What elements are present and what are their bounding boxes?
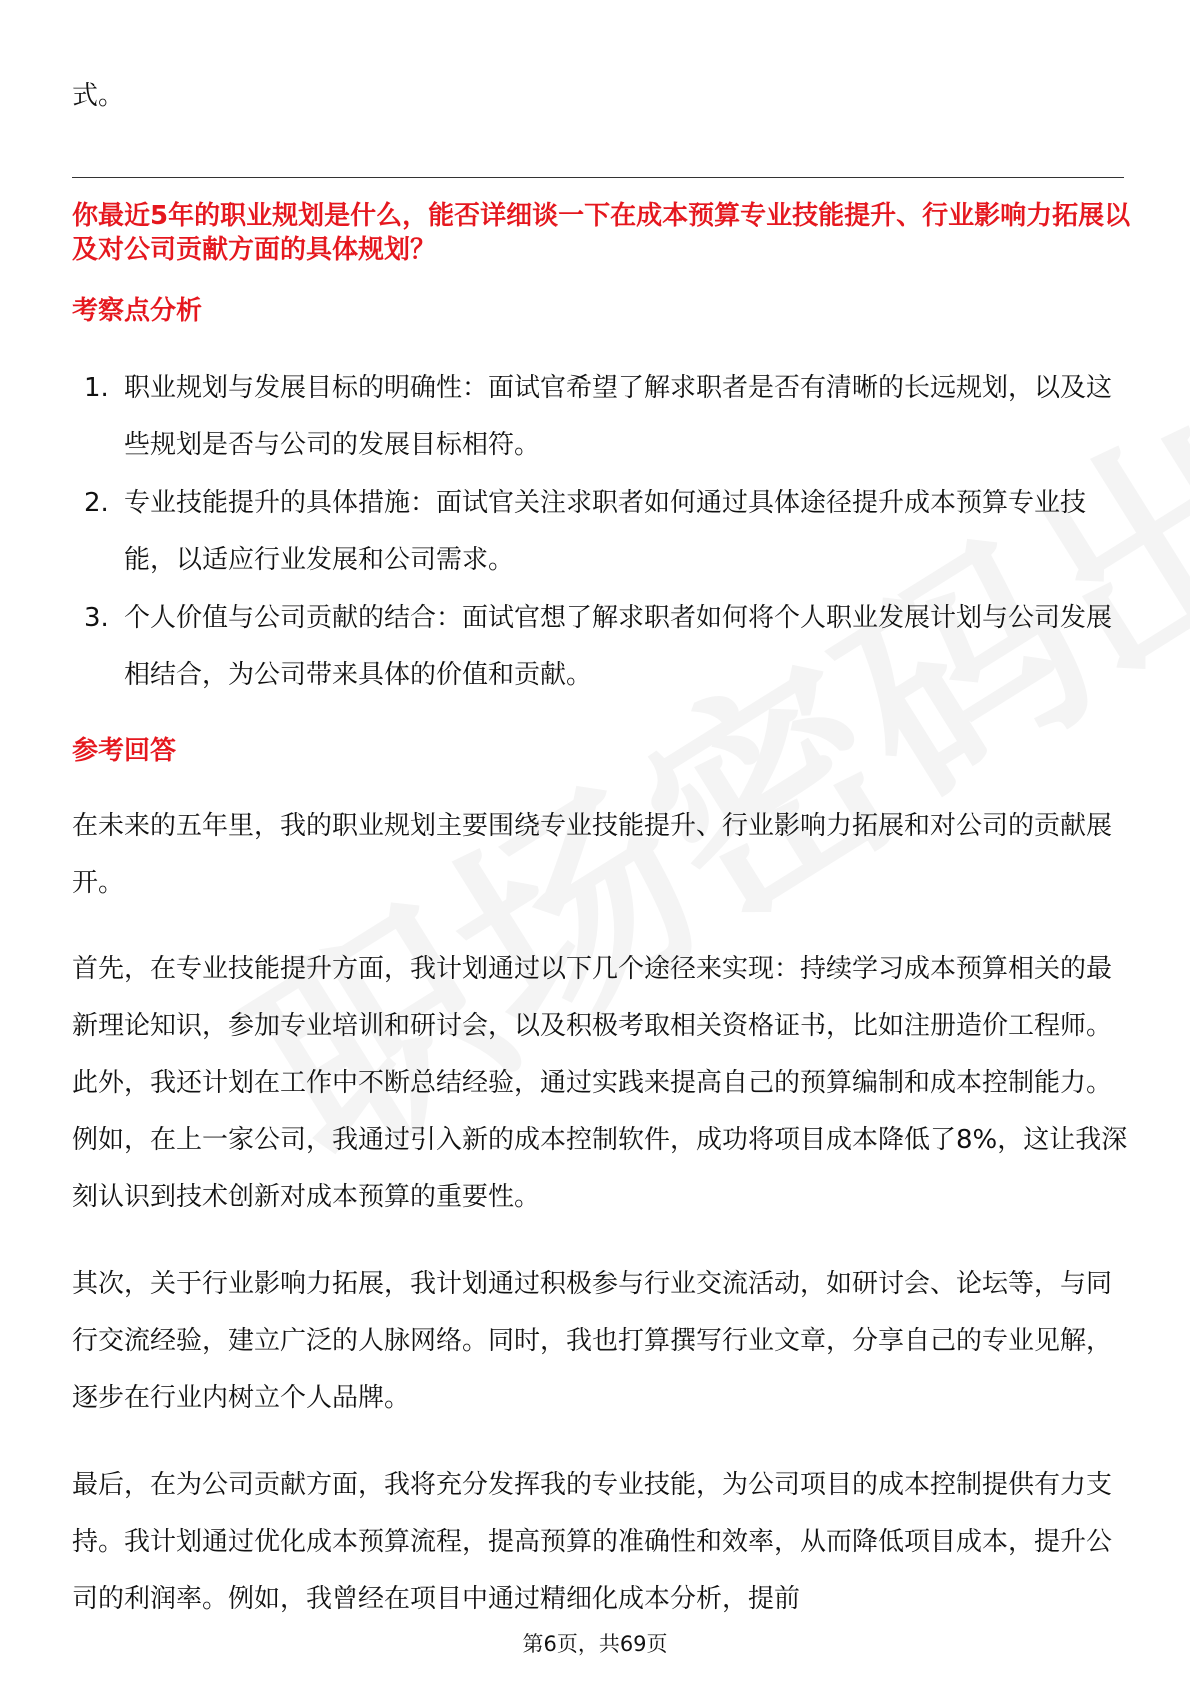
- point-number: 1.: [84, 373, 109, 403]
- interview-question: 你最近5年的职业规划是什么，能否详细谈一下在成本预算专业技能提升、行业影响力拓展以及对公司贡献方面的具体规划？: [72, 201, 1131, 265]
- analysis-point: [72, 475, 1132, 589]
- analysis-point: [72, 360, 1132, 474]
- answer-paragraph: 最后，在为公司贡献方面，我将充分发挥我的专业技能，为公司项目的成本控制提供有力支持。我计划通过优化成本预算流程，提高预算的准确性和效率，从而降低项目成本，提升公司的利润率。例如，我曾经在项目中通过精细化成本分析，提前: [72, 1470, 1113, 1614]
- section-divider: [72, 177, 1124, 178]
- point-text: 专业技能提升的具体措施：面试官关注求职者如何通过具体途径提升成本预算专业技能，以适应行业发展和公司需求。: [124, 488, 1087, 575]
- answer-paragraph: 在未来的五年里，我的职业规划主要围绕专业技能提升、行业影响力拓展和对公司的贡献展开。: [72, 811, 1113, 898]
- point-number: 2.: [84, 488, 109, 518]
- previous-paragraph-tail: 式。: [72, 81, 125, 111]
- answer-paragraph: 其次，关于行业影响力拓展，我计划通过积极参与行业交流活动，如研讨会、论坛等，与同行交流经验，建立广泛的人脉网络。同时，我也打算撰写行业文章，分享自己的专业见解，逐步在行业内树立个人品牌。: [72, 1269, 1113, 1413]
- point-number: 3.: [84, 603, 109, 633]
- answer-heading: 参考回答: [72, 736, 177, 766]
- point-text: 个人价值与公司贡献的结合：面试官想了解求职者如何将个人职业发展计划与公司发展相结合，为公司带来具体的价值和贡献。: [124, 603, 1113, 690]
- page-number-footer: 第6页，共69页: [522, 1632, 668, 1656]
- analysis-points-list: [72, 360, 1132, 705]
- answer-paragraph: 首先，在专业技能提升方面，我计划通过以下几个途径来实现：持续学习成本预算相关的最新理论知识，参加专业培训和研讨会，以及积极考取相关资格证书，比如注册造价工程师。此外，我还计划在工作中不断总结经验，通过实践来提高自己的预算编制和成本控制能力。例如，在上一家公司，我通过引入新的成本控制软件，成功将项目成本降低了8%，这让我深刻认识到技术创新对成本预算的重要性。: [72, 954, 1128, 1212]
- point-text: 职业规划与发展目标的明确性：面试官希望了解求职者是否有清晰的长远规划，以及这些规划是否与公司的发展目标相符。: [124, 373, 1113, 460]
- analysis-heading: 考察点分析: [72, 296, 203, 326]
- analysis-point: [72, 590, 1132, 704]
